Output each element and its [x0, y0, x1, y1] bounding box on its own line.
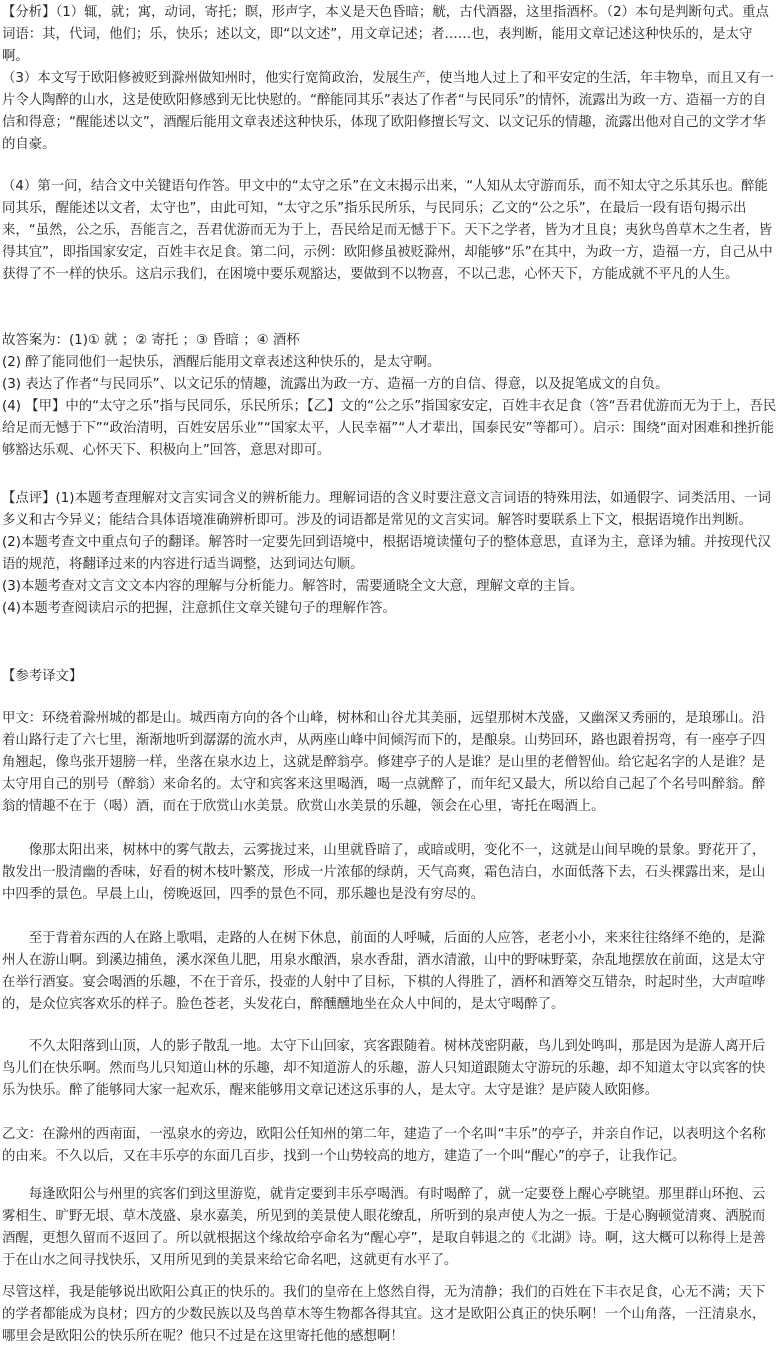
analysis-paragraph-3: （4）第一问，结合文中关键语句作答。甲文中的“太守之乐”在文末揭示出来，“人知从太守游而乐，而不知太守之乐其乐也。醉能同其乐，醒能述以文者，太守也”，由此可知，“太守之乐”指乐民所乐，与民同乐；乙文的“公之乐”，在最后一段有语句揭示出来，“虽然，公之乐，吾能言之，吾君优游而无为于上，吾民给足而无憾于下。天下之学者，皆为才且良；夷狄鸟兽草木之生者，皆得其宜”，即指国家安定，百姓丰衣足食。第二问，示例：欧阳修虽被贬滁州，却能够“乐”在其中，为政一方，造福一方，自己从中获得了不一样的快乐。这启示我们，在困境中要乐观豁达，要做到不以物喜，不以己悲，心怀天下，方能成就不平凡的人生。: [2, 179, 773, 282]
translation-yi-paragraph-2: 每逢欧阳公与州里的宾客们到这里游览，就肯定要到丰乐亭喝酒。有时喝醉了，就一定要登上醒心亭眺望。那里群山环抱、云雾相生、旷野无垠、草木茂盛、泉水嘉美，所见到的美景使人眼花缭乱，所听到的泉声使人为之一振。于是心胸顿觉清爽、洒脱而酒醒，更想久留而不返回了。所以就根据这个缘故给亭命名为“醒心亭”，是取自韩退之的《北湖》诗。啊，这大概可以称得上是善于在山水之间寻找快乐，又用所见到的美景来给它命名吧，这就更有水平了。: [2, 1187, 766, 1268]
translation-yi-paragraph-1: 乙文：在滁州的西南面，一泓泉水的旁边，欧阳公任知州的第二年，建造了一个名叫“丰乐”的亭子，并亲自作记，以表明这个名称的由来。不久以后，又在丰乐亭的东面几百步，找到一个山势较高的地方，建造了一个叫“醒心”的亭子，让我作记。: [2, 1127, 766, 1164]
answer-line-2: (2) 醉了能同他们一起快乐，酒醒后能用文章表述这种快乐的，是太守啊。: [2, 355, 441, 370]
answer-line-4: (4) 【甲】中的“太守之乐”指与民同乐，乐民所乐；【乙】文的“公之乐”指国家安定，百姓丰衣足食（答“吾君优游而无为于上，吾民给足而无憾于下”“政治清明，百姓安居乐业”“国家太平，人民幸福”“人才辈出，国泰民安”等都可）。启示：围绕“面对困难和挫折能够豁达乐观、心怀天下、积极向上”回答，意思对即可。: [2, 399, 777, 458]
answer-line-1: 故答案为：(1)① 就 ；② 寄托 ；③ 昏暗 ；④ 酒杯: [2, 333, 300, 348]
answer-block: [2, 330, 778, 462]
comment-paragraph-1: 【点评】(1)本题考查理解对文言实词含义的辨析能力。理解词语的含义时要注意文言词语的特殊用法，如通假字、词类活用、一词多义和古今异义；能结合具体语境准确辨析即可。涉及的词语都是常见的文言实词。解答时要联系上下文，根据语境作出判断。: [2, 491, 771, 528]
translation-jia-paragraph-1: 甲文：环绕着滁州城的都是山。城西南方向的各个山峰，树林和山谷尤其美丽，远望那树木茂盛，又幽深又秀丽的，是琅琊山。沿着山路行走了六七里，渐渐地听到潺潺的流水声，从两座山峰中间倾泻而下的，是酿泉。山势回环，路也跟着拐弯，有一座亭子四角翘起，像鸟张开翅膀一样，坐落在泉水边上，这就是醉翁亭。修建亭子的人是谁？是山里的老僧智仙。给它起名字的人是谁？是太守用自己的别号（醉翁）来命名的。太守和宾客来这里喝酒，喝一点就醉了，而年纪又最大，所以给自己起了个名号叫醉翁。醉翁的情趣不在于（喝）酒，而在于欣赏山水美景。欣赏山水美景的乐趣，领会在心里，寄托在喝酒上。: [2, 711, 766, 814]
translation-jia-paragraph-3: 至于背着东西的人在路上歌唱，走路的人在树下休息，前面的人呼喊，后面的人应答，老老小小，来来往往络绎不绝的，是滁州人在游山啊。到溪边捕鱼，溪水深鱼儿肥，用泉水酿酒，泉水香甜，酒水清澈，山中的野味野菜，杂乱地摆放在前面，这是太守在举行酒宴。宴会喝酒的乐趣，不在于音乐，投壶的人射中了目标，下棋的人得胜了，酒杯和酒筹交互错杂，时起时坐，大声喧哗的，是众位宾客欢乐的样子。脸色苍老，头发花白，醉醺醺地坐在众人中间的，是太守喝醉了。: [2, 931, 766, 1012]
translation-jia-paragraph-2: 像那太阳出来，树林中的雾气散去，云雾拢过来，山里就昏暗了，或暗或明，变化不一，这就是山间早晚的景象。野花开了，散发出一股清幽的香味，好看的树木枝叶繁茂，形成一片浓郁的绿荫，天气高爽，霜色洁白，水面低落下去，石头裸露出来，是山中四季的景色。早晨上山，傍晚返回，四季的景色不同，那乐趣也是没有穷尽的。: [2, 843, 766, 902]
comment-block: [2, 488, 778, 620]
comment-paragraph-2: (2)本题考查文中重点句子的翻译。解答时一定要先回到语境中，根据语境读懂句子的整体意思，直译为主，意译为辅。并按现代汉语的规范，将翻译过来的内容进行适当调整，达到词达句顺。: [2, 535, 771, 572]
analysis-paragraph-2: （3）本文写于欧阳修被贬到滁州做知州时，他实行宽简政治，发展生产，使当地人过上了和平安定的生活，年丰物阜，而且又有一片令人陶醉的山水，这是使欧阳修感到无比快慰的。“醉能同其乐”表达了作者“与民同乐”的情怀，流露出为政一方、造福一方的自信和得意；“醒能述以文”，酒醒后能用文章表述这种快乐，体现了欧阳修擅长写文、以文记乐的情趣，流露出他对自己的文学才华的自豪。: [2, 71, 774, 152]
translation-heading: 【参考译文】: [2, 669, 83, 684]
comment-paragraph-3: (3)本题考查对文言文文本内容的理解与分析能力。解答时，需要通晓全文大意，理解文章的主旨。: [2, 579, 584, 594]
translation-yi-paragraph-3: 尽管这样，我是能够说出欧阳公真正的快乐的。我们的皇帝在上悠然自得，无为清静；我们的百姓在下丰衣足食，心无不满；天下的学者都能成为良材；四方的少数民族以及鸟兽草木等生物都各得其宜。这才是欧阳公真正的快乐啊！一个山角落，一汪清泉水，哪里会是欧阳公的快乐所在呢？他只不过是在这里寄托他的感想啊！: [2, 1285, 766, 1344]
comment-paragraph-4: (4)本题考查阅读启示的把握，注意抓住文章关键句子的理解作答。: [2, 601, 396, 616]
answer-line-3: (3) 表达了作者“与民同乐”、以文记乐的情趣，流露出为政一方、造福一方的自信、得意，以及捉笔成文的自负。: [2, 377, 669, 392]
translation-jia-paragraph-4: 不久太阳落到山顶，人的影子散乱一地。太守下山回家，宾客跟随着。树林茂密阴蔽，鸟儿到处鸣叫，那是因为是游人离开后鸟儿们在快乐啊。然而鸟儿只知道山林的乐趣，却不知道游人的乐趣，游人只知道跟随太守游玩的乐趣，却不知道太守以宾客的快乐为快乐。醉了能够同大家一起欢乐，醒来能够用文章记述这乐事的人，是太守。太守是谁？是庐陵人欧阳修。: [2, 1039, 766, 1098]
analysis-paragraph-1: 【分析】（1）辄，就；寓，动词，寄托；瞑，形声字，本义是天色昏暗；觥，古代酒器，这里指酒杯。（2）本句是判断句式。重点词语：其，代词，他们；乐，快乐；述以文，即“以文述”，用文章记述；者……也，表判断，能用文章记述这种快乐的，是太守啊。: [2, 5, 769, 64]
